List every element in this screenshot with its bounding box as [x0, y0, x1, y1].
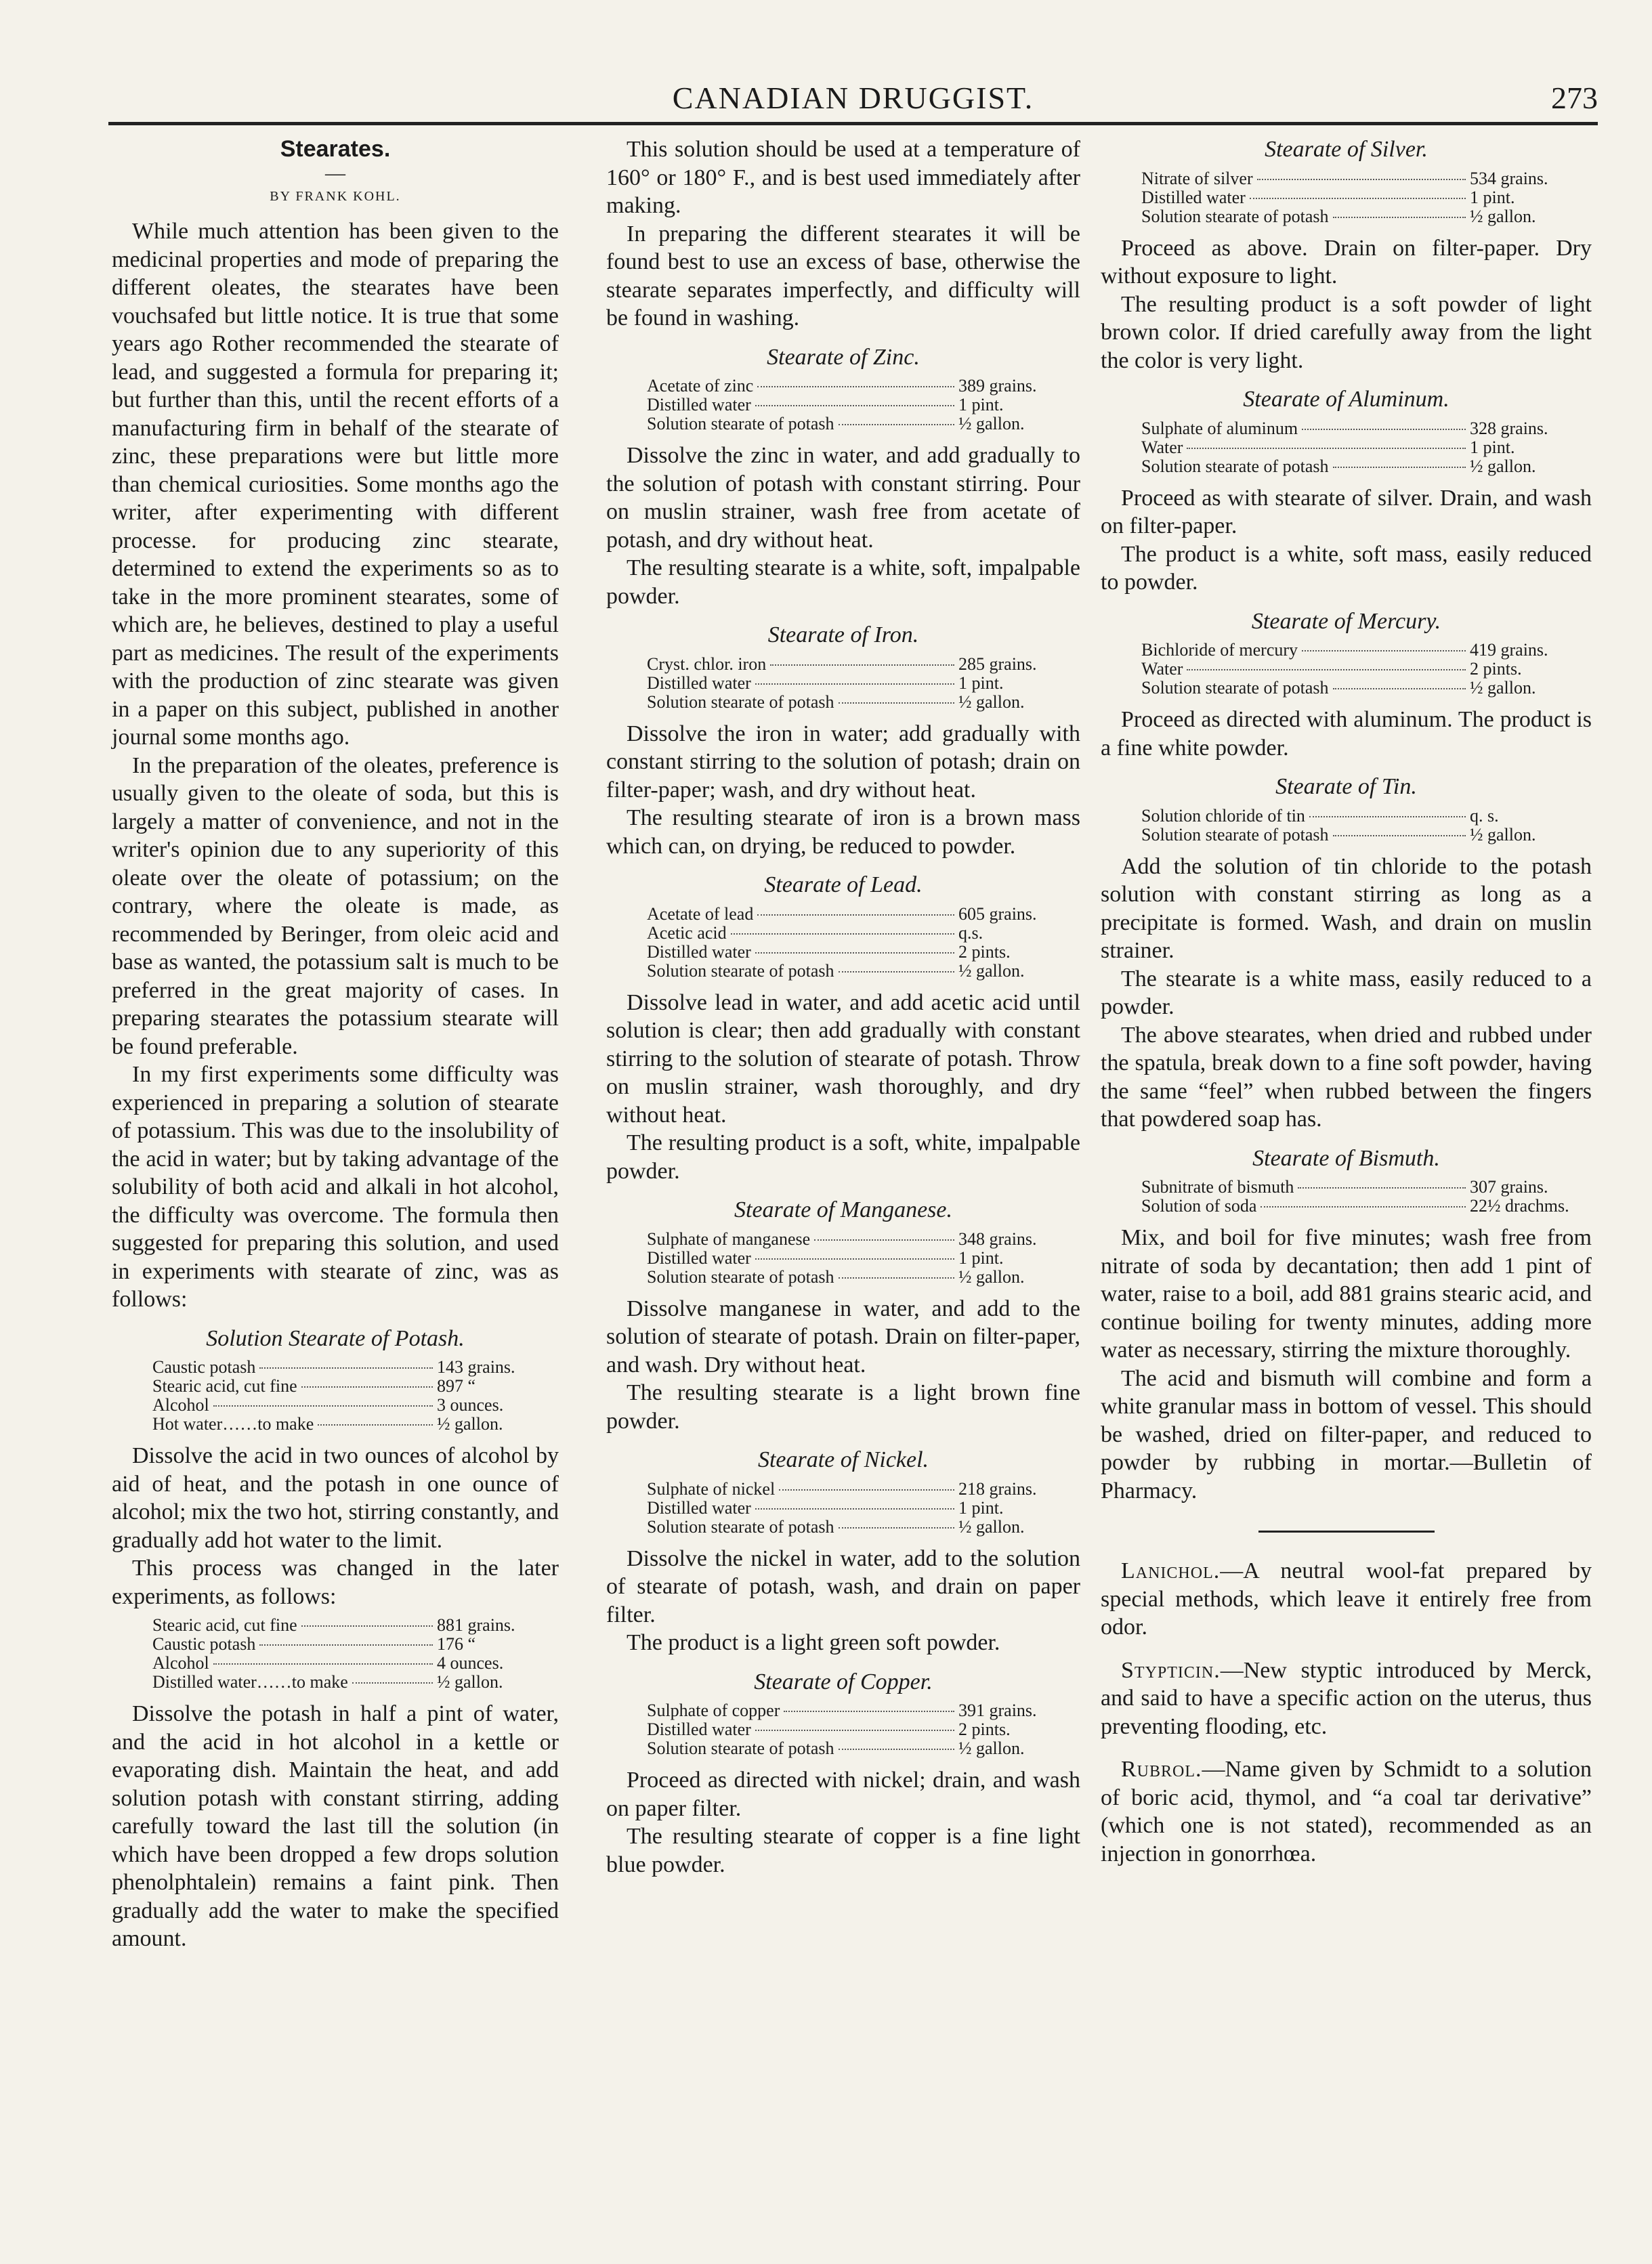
recipe-row: [1141, 188, 1571, 207]
leader-dots: [755, 405, 954, 406]
recipe: [1141, 807, 1571, 845]
ingredient-name: Solution chloride of tin: [1141, 805, 1305, 826]
recipe-row: [152, 1616, 538, 1635]
recipe-row: [1141, 641, 1571, 660]
recipe-row: [647, 655, 1060, 674]
ingredient-qty: 143 grains.: [437, 1357, 515, 1377]
paragraph: Dissolve the potash in half a pint of water, and the acid in hot alcohol in a kettle or evaporating dish. Maintain the heat, and add solution potash with constant stirring, adding carefully toward the last till the solution (in which have been dropped a few drops solution phenolphtalein) remains a faint pink. Then gradually add the water to make the specified amount.: [112, 1701, 559, 1951]
leader-dots: [1257, 179, 1466, 180]
recipe: [152, 1616, 538, 1692]
ingredient-name: Solution stearate of potash: [1141, 824, 1329, 845]
paragraph: The acid and bismuth will combine and form a white granular mass in bottom of vessel. This should be washed, dried on filter-paper, and reduced to powder by rubbing in mortar.—Bulletin of Pharmacy.: [1101, 1365, 1592, 1503]
paragraph: This solution should be used at a temperature of 160° or 180° F., and is best used immediately after making.: [606, 137, 1080, 218]
ingredient-name: Alcohol: [152, 1653, 209, 1673]
leader-dots: [318, 1424, 433, 1426]
ingredient-qty: 1 pint.: [958, 395, 1004, 414]
recipe-row: [152, 1358, 538, 1377]
paragraph: Dissolve the nickel in water, add to the solution of stearate of potash, wash, and drain on paper filter.: [606, 1545, 1080, 1627]
ingredient-qty: ½ gallon.: [958, 414, 1025, 433]
subhead: Solution Stearate of Potash.: [206, 1325, 465, 1351]
subhead: Stearate of Manganese.: [734, 1197, 952, 1222]
leader-dots: [1333, 835, 1466, 836]
recipe-row: [152, 1635, 538, 1654]
recipe-row: [152, 1415, 538, 1434]
recipe-row: [647, 943, 1060, 962]
leader-dots: [839, 971, 954, 973]
paragraph: Dissolve manganese in water, and add to the solution of stearate of potash. Drain on filter-paper, and wash. Dry without heat.: [606, 1296, 1080, 1377]
ingredient-qty: ½ gallon.: [958, 1738, 1025, 1758]
ingredient-qty: ½ gallon.: [958, 691, 1025, 712]
paragraph: While much attention has been given to the medicinal properties and mode of preparing the different oleates, the stearates have been vouchsafed but little notice. It is true that some years ago Rother recommended the stearate of lead, and suggested a formula for preparing it; but further than this, until the recent efforts of a manufacturing firm in behalf of the stearate of zinc, these preparations were but little more than chemical curiosities. Some months ago the writer, after experimenting with different processe. for producing zinc stearate, determined to extend the experiments so as to take in the more prominent stearates, some of which are, he believes, destined to play a useful part as medicines. The result of the experiments with the production of zinc stearate was given in a paper on this subject, published in another journal some months ago.: [112, 219, 559, 750]
ingredient-qty: ½ gallon.: [1470, 456, 1536, 476]
ingredient-name: Solution stearate of potash: [647, 960, 834, 981]
ingredient-name: Water: [1141, 659, 1183, 679]
column-2: [606, 135, 1080, 1879]
ingredient-qty: 3 ounces.: [437, 1395, 504, 1415]
recipe-row: [647, 1701, 1060, 1720]
ingredient-name: Solution stearate of potash: [1141, 678, 1329, 698]
recipe: [647, 905, 1060, 981]
paragraph: The resulting stearate of copper is a fine light blue powder.: [606, 1824, 1080, 1877]
subhead: Stearate of Silver.: [1265, 137, 1428, 162]
recipe-row: [1141, 438, 1571, 457]
recipe: [152, 1358, 538, 1434]
ingredient-qty: ½ gallon.: [958, 1516, 1025, 1537]
ingredient-name: Distilled water: [647, 941, 751, 962]
ingredient-qty: 22½ drachms.: [1470, 1196, 1569, 1216]
recipe-row: [1141, 660, 1571, 679]
ingredient-name: Solution stearate of potash: [647, 1516, 834, 1537]
ingredient-qty: 391 grains.: [958, 1701, 1037, 1720]
ingredient-name: Distilled water: [647, 1720, 751, 1739]
recipe: [647, 1480, 1060, 1537]
ingredient-qty: 534 grains.: [1470, 168, 1548, 188]
paragraph: The product is a white, soft mass, easily reduced to powder.: [1101, 541, 1592, 595]
recipe-row: [152, 1396, 538, 1415]
ingredient-qty: 897 “: [437, 1376, 476, 1396]
title-dash: —: [325, 161, 345, 184]
paragraph: In the preparation of the oleates, preference is usually given to the oleate of soda, but this is largely a matter of convenience, and not in the writer's opinion due to any superiority of this oleate over the oleate of potassium; on the contrary, where the oleate is made, as recommended by Beringer, from oleic acid and base as wanted, the potassium salt is much to be preferred in the great majority of cases. In preparing stearates the potassium stearate will be found preferable.: [112, 752, 559, 1059]
leader-dots: [1309, 816, 1466, 817]
ingredient-name: Sulphate of nickel: [647, 1478, 776, 1499]
recipe-row: [647, 1518, 1060, 1537]
leader-dots: [839, 1527, 954, 1529]
recipe-row: [1141, 419, 1571, 438]
article-title: Stearates.: [280, 136, 391, 162]
subhead: Stearate of Lead.: [764, 872, 923, 897]
recipe-row: [1141, 457, 1571, 476]
note-rubrol: [1101, 1755, 1592, 1868]
leader-dots: [755, 1730, 954, 1731]
leader-dots: [839, 1277, 954, 1279]
ingredient-qty: ½ gallon.: [958, 960, 1025, 981]
ingredient-name: Sulphate of manganese: [647, 1229, 811, 1249]
recipe-row: [1141, 1178, 1571, 1197]
note-text: —New styptic introduced by Merck, and said to have a specific action on the uterus, thus preventing flooding, etc.: [1101, 1657, 1592, 1739]
ingredient-name: Nitrate of silver: [1141, 168, 1253, 188]
column-1: [112, 135, 559, 1953]
ingredient-qty: ½ gallon.: [437, 1414, 503, 1434]
ingredient-qty: 881 grains.: [437, 1615, 515, 1635]
ingredient-qty: 176 “: [437, 1634, 476, 1654]
paragraph: This process was changed in the later experiments, as follows:: [112, 1556, 559, 1609]
paragraph: Proceed as directed with nickel; drain, and wash on paper filter.: [606, 1768, 1080, 1821]
recipe-row: [647, 1720, 1060, 1739]
leader-dots: [352, 1682, 433, 1684]
leader-dots: [1333, 217, 1466, 218]
leader-dots: [213, 1663, 433, 1665]
leader-dots: [1187, 448, 1466, 449]
recipe: [1141, 169, 1571, 226]
ingredient-name: Solution stearate of potash: [1141, 456, 1329, 476]
leader-dots: [1187, 669, 1466, 670]
ingredient-name: Stearic acid, cut fine: [152, 1615, 297, 1635]
recipe: [1141, 1178, 1571, 1216]
leader-dots: [757, 386, 954, 387]
leader-dots: [755, 683, 954, 685]
leader-dots: [301, 1386, 433, 1388]
paragraph: Dissolve the acid in two ounces of alcohol by aid of heat, and the potash in one ounce of alcohol; mix the two hot, stirring constantly, and gradually add hot water to the limit.: [112, 1443, 559, 1553]
ingredient-qty: 2 pints.: [958, 941, 1011, 962]
ingredient-name: Cryst. chlor. iron: [647, 654, 767, 674]
ingredient-qty: 605 grains.: [958, 903, 1037, 924]
ingredient-name: Stearic acid, cut fine: [152, 1376, 297, 1396]
ingredient-qty: ½ gallon.: [1470, 824, 1536, 845]
ingredient-qty: ½ gallon.: [1470, 206, 1536, 226]
subhead: Stearate of Aluminum.: [1243, 387, 1449, 412]
column-3: [1101, 135, 1592, 1868]
note-term: Stypticin.: [1121, 1657, 1221, 1683]
ingredient-qty: 389 grains.: [958, 376, 1037, 396]
leader-dots: [839, 424, 954, 425]
ingredient-qty: 1 pint.: [958, 672, 1004, 693]
recipe-row: [647, 396, 1060, 414]
recipe-row: [1141, 826, 1571, 845]
ingredient-name: Sulphate of aluminum: [1141, 418, 1298, 438]
recipe: [647, 1230, 1060, 1287]
paragraph: Proceed as above. Drain on filter-paper. Dry without exposure to light.: [1101, 235, 1592, 289]
leader-dots: [731, 933, 954, 935]
ingredient-qty: 2 pints.: [958, 1720, 1011, 1739]
recipe-row: [647, 693, 1060, 712]
ingredient-name: Distilled water: [647, 1247, 751, 1268]
recipe-row: [647, 1268, 1060, 1287]
subhead: Stearate of Zinc.: [767, 344, 920, 370]
leader-dots: [755, 1508, 954, 1510]
recipe-row: [1141, 169, 1571, 188]
ingredient-name: Bichloride of mercury: [1141, 640, 1298, 660]
leader-dots: [1302, 650, 1466, 652]
recipe-row: [152, 1377, 538, 1396]
ingredient-name: Alcohol: [152, 1395, 209, 1415]
paragraph: The resulting product is a soft, white, impalpable powder.: [606, 1130, 1080, 1184]
ingredient-name: Distilled water: [647, 672, 751, 693]
leader-dots: [770, 664, 954, 666]
ingredient-qty: 218 grains.: [958, 1478, 1037, 1499]
ingredient-qty: q. s.: [1470, 805, 1499, 826]
ingredient-qty: 1 pint.: [1470, 437, 1515, 457]
ingredient-name: Caustic potash: [152, 1634, 256, 1654]
header-rule: [108, 122, 1598, 125]
recipe-row: [647, 924, 1060, 943]
leader-dots: [1302, 429, 1466, 430]
ingredient-name: Solution stearate of potash: [647, 1738, 834, 1758]
leader-dots: [1261, 1206, 1466, 1208]
ingredient-qty: 419 grains.: [1470, 640, 1548, 660]
ingredient-name: Solution stearate of potash: [1141, 206, 1329, 226]
paragraph: Dissolve the zinc in water, and add gradually to the solution of potash with constant stirring. Pour on muslin strainer, wash free from acetate of potash, and dry without heat.: [606, 443, 1080, 553]
ingredient-name: Acetic acid: [647, 922, 727, 943]
ingredient-qty: 1 pint.: [1470, 187, 1515, 207]
paragraph: The resulting stearate of iron is a brown mass which can, on drying, be reduced to powder.: [606, 805, 1080, 859]
recipe-row: [647, 1230, 1060, 1249]
paragraph: The stearate is a white mass, easily reduced to a powder.: [1101, 966, 1592, 1019]
leader-dots: [1250, 198, 1466, 199]
note-term: Rubrol.: [1121, 1757, 1202, 1782]
subhead: Stearate of Bismuth.: [1252, 1145, 1440, 1171]
ingredient-qty: 307 grains.: [1470, 1177, 1548, 1197]
leader-dots: [1298, 1187, 1466, 1189]
paragraph: In preparing the different stearates it will be found best to use an excess of base, otherwise the stearate separates imperfectly, and difficulty will be found in washing.: [606, 221, 1080, 330]
ingredient-qty: 328 grains.: [1470, 418, 1548, 438]
ingredient-name: Acetate of lead: [647, 903, 754, 924]
paragraph: Dissolve the iron in water; add gradually with constant stirring to the solution of potash; drain on filter-paper; wash, and dry without heat.: [606, 721, 1080, 803]
ingredient-qty: 1 pint.: [958, 1247, 1004, 1268]
ingredient-name: Distilled water: [1141, 187, 1246, 207]
recipe-row: [1141, 1197, 1571, 1216]
ingredient-qty: 1 pint.: [958, 1497, 1004, 1518]
paragraph: Proceed as with stearate of silver. Drain, and wash on filter-paper.: [1101, 485, 1592, 538]
leader-dots: [1333, 467, 1466, 468]
paragraph: Add the solution of tin chloride to the potash solution with constant stirring as long as a precipitate is formed. Wash, and drain on muslin strainer.: [1101, 853, 1592, 963]
recipe-row: [1141, 807, 1571, 826]
paragraph: The resulting stearate is a white, soft, impalpable powder.: [606, 555, 1080, 609]
subhead: Stearate of Tin.: [1275, 774, 1417, 799]
page-number: 273: [1551, 81, 1598, 115]
recipe-row: [647, 1499, 1060, 1518]
ingredient-name: Sulphate of copper: [647, 1701, 780, 1720]
recipe-row: [647, 1249, 1060, 1268]
ingredient-qty: 4 ounces.: [437, 1653, 504, 1673]
ingredient-name: Solution stearate of potash: [647, 1266, 834, 1287]
leader-dots: [839, 1749, 954, 1750]
leader-dots: [779, 1489, 954, 1491]
recipe: [647, 655, 1060, 712]
recipe-row: [647, 962, 1060, 981]
leader-dots: [755, 1258, 954, 1260]
recipe-row: [152, 1673, 538, 1692]
paragraph: Proceed as directed with aluminum. The product is a fine white powder.: [1101, 707, 1592, 761]
leader-dots: [755, 952, 954, 954]
recipe-row: [647, 674, 1060, 693]
ingredient-name: Distilled water: [647, 1497, 751, 1518]
paragraph: Mix, and boil for five minutes; wash free from nitrate of soda by decantation; then add 1 pint of water, raise to a boil, add 881 grains stearic acid, and continue boiling for twenty minutes, adding more water as necessary, stirring the mixture thoroughly.: [1101, 1225, 1592, 1363]
ingredient-name: Water: [1141, 437, 1183, 457]
ingredient-name: Subnitrate of bismuth: [1141, 1177, 1294, 1197]
note-text: —Name given by Schmidt to a solution of boric acid, thymol, and “a coal tar derivative” (which one is not stated), recommended as an injection in gonorrhœa.: [1101, 1757, 1592, 1866]
recipe-row: [1141, 207, 1571, 226]
ingredient-name: Distilled water: [647, 395, 751, 414]
recipe: [647, 1701, 1060, 1758]
leader-dots: [757, 914, 954, 916]
ingredient-name: Solution stearate of potash: [647, 691, 834, 712]
note-text: —A neutral wool-fat prepared by special methods, which leave it entirely free from odor.: [1101, 1558, 1592, 1640]
ingredient-qty: q.s.: [958, 922, 983, 943]
ingredient-qty: 348 grains.: [958, 1229, 1037, 1249]
recipe: [647, 377, 1060, 433]
recipe: [1141, 641, 1571, 698]
leader-dots: [259, 1644, 433, 1646]
recipe: [1141, 419, 1571, 476]
ingredient-qty: 285 grains.: [958, 654, 1037, 674]
subhead: Stearate of Mercury.: [1251, 608, 1441, 634]
paragraph: In my first experiments some difficulty was experienced in preparing a solution of stearate of potassium. This was due to the insolubility of the acid in water; but by taking advantage of the solubility of both acid and alkali in hot alcohol, the difficulty was overcome. The formula then suggested for preparing this solution, and used in experiments with stearate of zinc, was as follows:: [112, 1062, 559, 1312]
ingredient-name: Solution of soda: [1141, 1196, 1257, 1216]
ingredient-name: Distilled water……to make: [152, 1672, 348, 1692]
ingredient-qty: ½ gallon.: [437, 1672, 503, 1692]
recipe-row: [647, 414, 1060, 433]
journal-title: CANADIAN DRUGGIST.: [672, 81, 1034, 115]
subhead: Stearate of Iron.: [767, 622, 919, 647]
recipe-row: [647, 905, 1060, 924]
leader-dots: [1333, 688, 1466, 689]
section-separator: [1258, 1531, 1435, 1533]
recipe-row: [647, 1739, 1060, 1758]
ingredient-qty: 2 pints.: [1470, 659, 1522, 679]
leader-dots: [301, 1625, 433, 1627]
note-term: Lanichol.: [1121, 1558, 1221, 1583]
ingredient-name: Caustic potash: [152, 1357, 256, 1377]
note-lanichol: [1101, 1557, 1592, 1642]
leader-dots: [814, 1239, 954, 1241]
subhead: Stearate of Nickel.: [757, 1447, 929, 1472]
paragraph: Dissolve lead in water, and add acetic acid until solution is clear; then add gradually with constant stirring to the solution of stearate of potash. Throw on muslin strainer, wash thoroughly, and dry without heat.: [606, 989, 1080, 1128]
article-byline: BY FRANK KOHL.: [270, 188, 401, 204]
subhead: Stearate of Copper.: [754, 1669, 933, 1694]
ingredient-name: Solution stearate of potash: [647, 414, 834, 433]
leader-dots: [839, 702, 954, 704]
ingredient-qty: ½ gallon.: [958, 1266, 1025, 1287]
running-head: [108, 80, 1598, 127]
paragraph: The above stearates, when dried and rubbed under the spatula, break down to a fine soft powder, having the same “feel” when rubbed between the fingers that powdered soap has.: [1101, 1022, 1592, 1132]
recipe-row: [647, 1480, 1060, 1499]
leader-dots: [259, 1367, 433, 1369]
recipe-row: [152, 1654, 538, 1673]
ingredient-name: Acetate of zinc: [647, 376, 754, 396]
ingredient-name: Hot water……to make: [152, 1414, 314, 1434]
leader-dots: [213, 1405, 433, 1407]
paragraph: The resulting product is a soft powder of light brown color. If dried carefully away from the light the color is very light.: [1101, 291, 1592, 373]
note-stypticin: [1101, 1657, 1592, 1741]
paragraph: The resulting stearate is a light brown fine powder.: [606, 1380, 1080, 1434]
leader-dots: [784, 1711, 954, 1712]
paragraph: The product is a light green soft powder.: [627, 1630, 1000, 1655]
ingredient-qty: ½ gallon.: [1470, 678, 1536, 698]
recipe-row: [1141, 679, 1571, 698]
recipe-row: [647, 377, 1060, 396]
